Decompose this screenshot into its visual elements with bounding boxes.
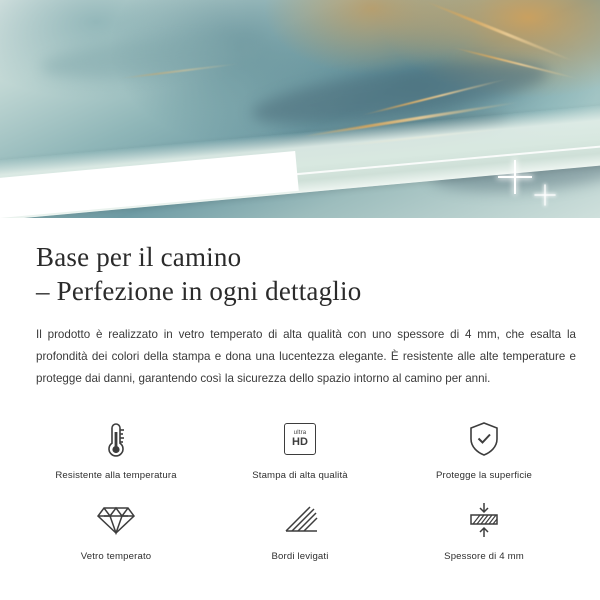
thickness-4mm-icon <box>464 497 504 543</box>
page-title <box>36 240 570 308</box>
feature-label: Stampa di alta qualità <box>252 470 348 481</box>
hero-product-image <box>0 0 600 218</box>
feature-label: Vetro temperato <box>80 551 152 562</box>
feature-label: Bordi levigati <box>271 551 329 562</box>
ultra-hd-badge-bottom: HD <box>292 436 308 448</box>
text-content <box>0 240 600 390</box>
diamond-icon <box>96 497 136 543</box>
product-description-text: Il prodotto è realizzato in vetro temperato di alta qualità con uno spessore di 4 mm, che esalta la profondità dei colori della stampa e dona una lucentezza elegante. È resistente alle alte temperature e protegge dai danni, garantendo così la sicurezza dello spazio intorno al camino per anni. <box>36 328 576 385</box>
feature-item-tempered-glass <box>24 497 208 562</box>
thermometer-icon <box>103 416 129 462</box>
feature-item-polished-edges <box>208 497 392 562</box>
feature-item-high-quality-print <box>208 416 392 481</box>
ultra-hd-icon <box>284 416 316 462</box>
feature-item-surface-protection <box>392 416 576 481</box>
feature-label: Resistente alla temperatura <box>55 470 177 481</box>
page-title-line-1: Base per il camino <box>36 242 242 272</box>
page-title-line-2: – Perfezione in ogni dettaglio <box>36 276 362 306</box>
feature-label: Spessore di 4 mm <box>444 551 524 562</box>
feature-grid <box>0 416 600 562</box>
ultra-hd-badge-top: ultra <box>293 430 307 436</box>
shield-check-icon <box>467 416 501 462</box>
polished-edges-icon <box>280 497 320 543</box>
feature-item-temperature-resistant <box>24 416 208 481</box>
feature-label: Protegge la superficie <box>435 470 533 481</box>
feature-item-thickness <box>392 497 576 562</box>
